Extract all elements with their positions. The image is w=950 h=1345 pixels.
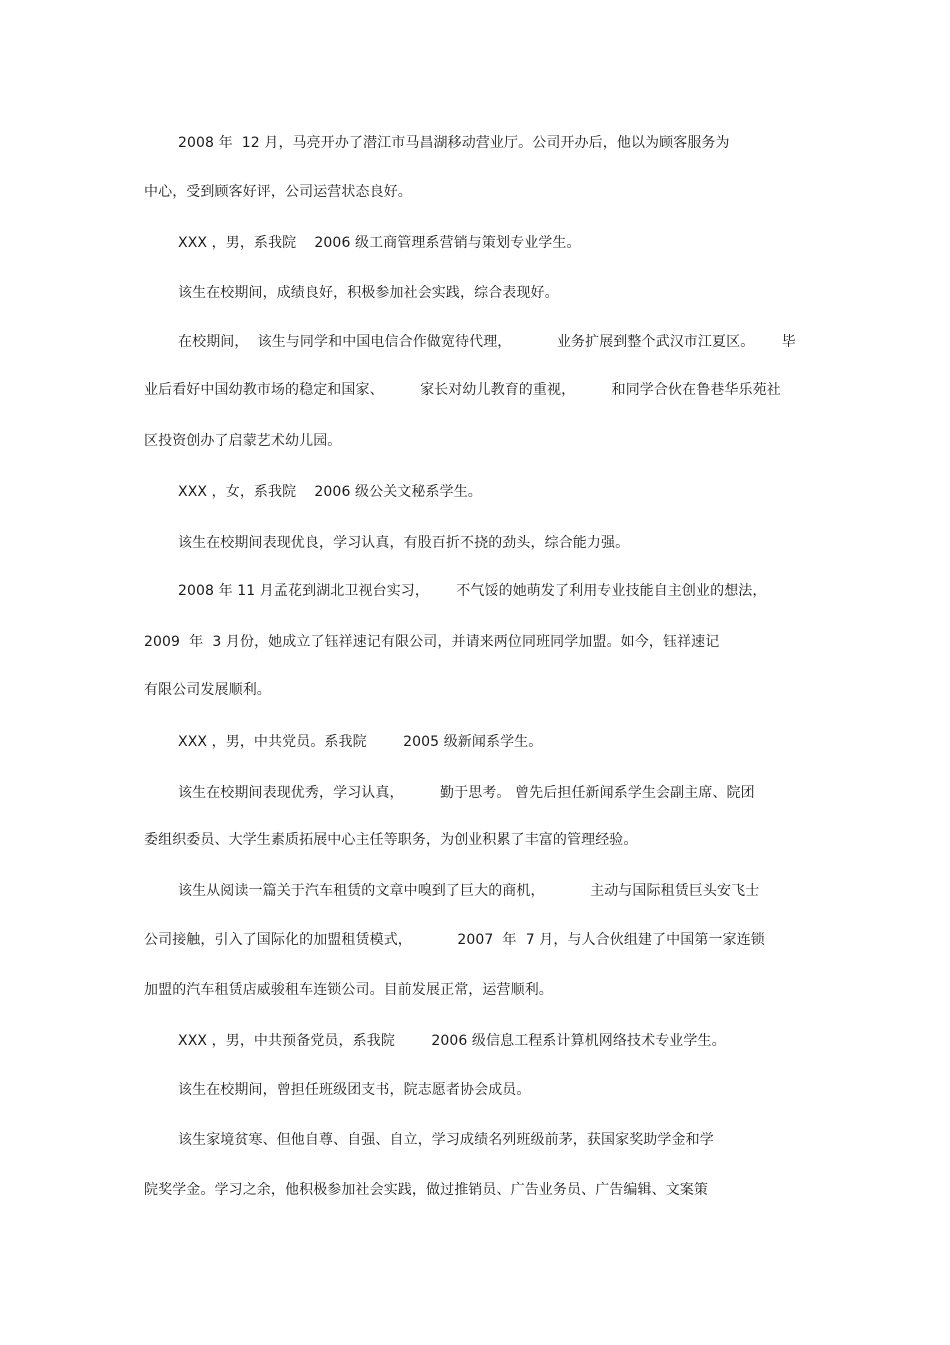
paragraph-line: 业后看好中国幼教市场的稳定和国家、 家长对幼儿教育的重视， 和同学合伙在鲁巷华乐苑社 — [144, 382, 781, 398]
paragraph-line: 该生家境贫寒、但他自尊、自强、自立，学习成绩名列班级前茅，获国家奖助学金和学 — [178, 1132, 714, 1148]
paragraph-line: 该生在校期间，成绩良好，积极参加社会实践，综合表现好。 — [178, 285, 559, 301]
paragraph-line: 该生在校期间，曾担任班级团支书，院志愿者协会成员。 — [178, 1082, 531, 1098]
paragraph-line: XXX ，男，系我院 2006 级工商管理系营销与策划专业学生。 — [178, 235, 581, 251]
paragraph-line: 区投资创办了启蒙艺术幼儿园。 — [144, 433, 342, 449]
paragraph-line: 有限公司发展顺利。 — [144, 682, 271, 698]
paragraph-line: XXX ，女，系我院 2006 级公关文秘系学生。 — [178, 484, 482, 500]
paragraph-line: 中心，受到顾客好评，公司运营状态良好。 — [144, 184, 412, 200]
paragraph-line: 在校期间， 该生与同学和中国电信合作做宽待代理， 业务扩展到整个武汉市江夏区。 毕 — [178, 334, 796, 350]
paragraph-line: 公司接触，引入了国际化的加盟租赁模式， 2007 年 7 月，与人合伙组建了中国第一家连锁 — [144, 932, 765, 948]
paragraph-line: XXX ，男，中共预备党员，系我院 2006 级信息工程系计算机网络技术专业学生。 — [178, 1033, 726, 1049]
paragraph-line: 该生在校期间表现优良，学习认真，有股百折不挠的劲头，综合能力强。 — [178, 535, 630, 551]
paragraph-line: 2008 年 11 月孟花到湖北卫视台实习， 不气馁的她萌发了利用专业技能自主创业的想法， — [178, 583, 767, 599]
paragraph-line: 院奖学金。学习之余，他积极参加社会实践，做过推销员、广告业务员、广告编辑、文案策 — [144, 1182, 708, 1198]
paragraph-line: 加盟的汽车租赁店威骏租车连锁公司。目前发展正常，运营顺利。 — [144, 982, 553, 998]
paragraph-line: 2008 年 12 月，马亮开办了潜江市马昌湖移动营业厅。公司开办后，他以为顾客服务为 — [178, 135, 730, 151]
paragraph-line: 该生从阅读一篇关于汽车租赁的文章中嗅到了巨大的商机， 主动与国际租赁巨头安飞士 — [178, 883, 760, 899]
paragraph-line: 2009 年 3 月份，她成立了钰祥速记有限公司，并请来两位同班同学加盟。如今，钰祥速记 — [144, 634, 720, 650]
paragraph-line: 委组织委员、大学生素质拓展中心主任等职务，为创业积累了丰富的管理经验。 — [144, 832, 638, 848]
paragraph-line: XXX ，男，中共党员。系我院 2005 级新闻系学生。 — [178, 734, 543, 750]
paragraph-line: 该生在校期间表现优秀，学习认真， 勤于思考。 曾先后担任新闻系学生会副主席、院团 — [178, 785, 755, 801]
